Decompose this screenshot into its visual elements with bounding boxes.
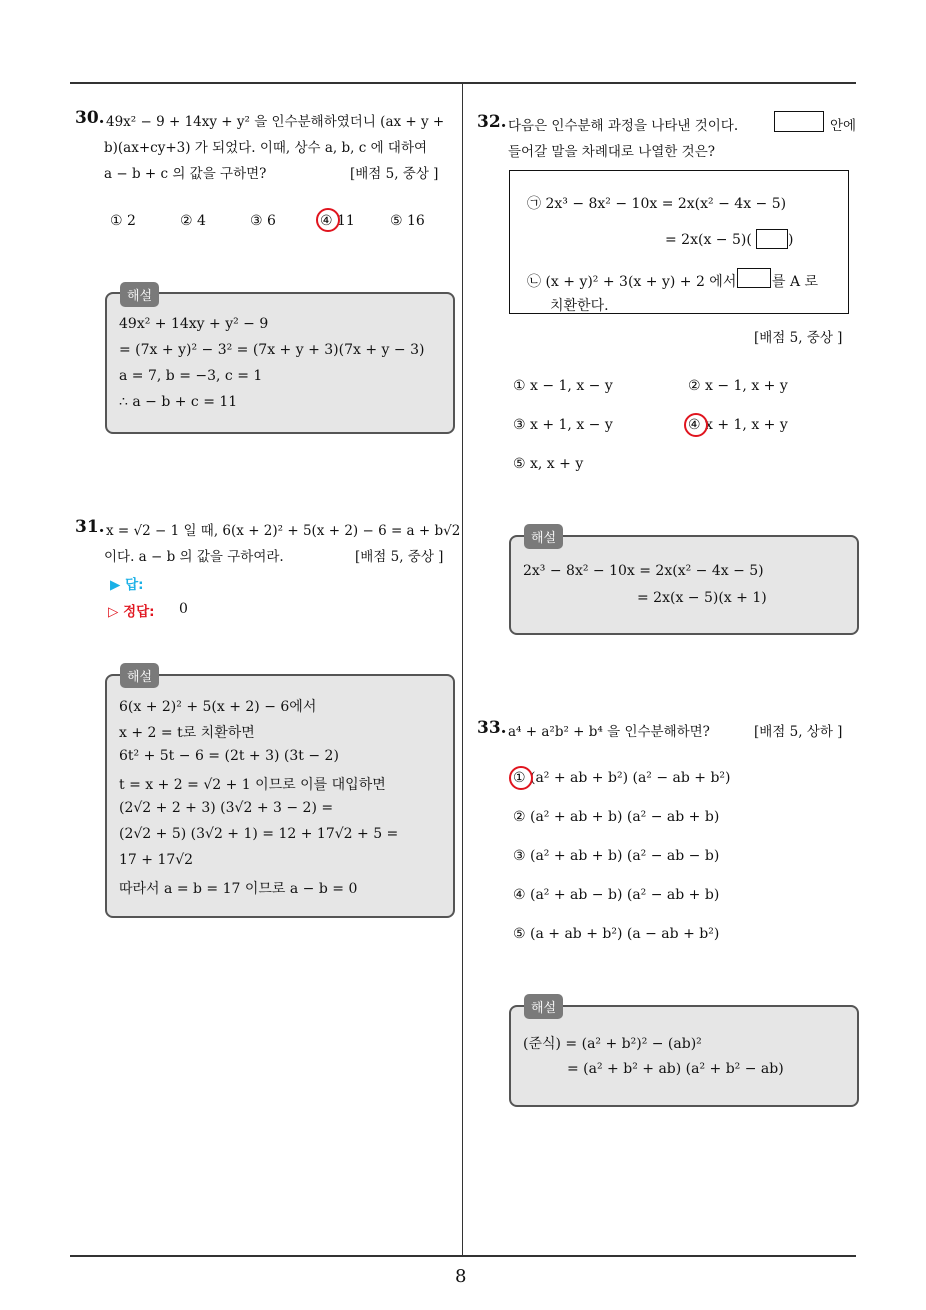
top-rule <box>70 82 856 84</box>
q31-line1: x = √2 − 1 일 때, 6(x + 2)² + 5(x + 2) − 6 = a + b√2 <box>106 523 461 539</box>
q33-line1: a⁴ + a²b² + b⁴ 을 인수분해하면? <box>508 724 710 740</box>
q32-box-blank2 <box>737 268 771 288</box>
q30-solution-tag: 해설 <box>120 282 159 307</box>
q31-number: 31. <box>75 517 105 537</box>
q33-solution-box <box>509 1005 859 1107</box>
q32-choice-4[interactable]: ④ x + 1, x + y <box>688 417 788 433</box>
q33-choice-2[interactable]: ② (a² + ab + b) (a² − ab + b) <box>513 809 720 825</box>
q31-correct-label: ▷ 정답: <box>108 604 155 620</box>
q30-choice-3[interactable]: ③ 6 <box>250 213 276 229</box>
column-divider <box>462 83 463 1255</box>
q31-sol-line7: 17 + 17√2 <box>119 852 194 868</box>
q31-correct-value: 0 <box>179 601 188 617</box>
q30-line1: 49x² − 9 + 14xy + y² 을 인수분해하였더니 (ax + y + <box>106 114 445 130</box>
q32-line1a: 다음은 인수분해 과정을 나타낸 것이다. <box>508 118 739 134</box>
q30-choice-5[interactable]: ⑤ 16 <box>390 213 425 229</box>
q32-sol-line1: 2x³ − 8x² − 10x = 2x(x² − 4x − 5) <box>523 563 764 579</box>
q32-box-line4: 치환한다. <box>550 298 609 314</box>
q30-answer-mark-icon <box>316 208 340 232</box>
q33-meta: [배점 5, 상하 ] <box>754 724 843 740</box>
q32-meta: [배점 5, 중상 ] <box>754 330 843 346</box>
q33-choice-4[interactable]: ④ (a² + ab − b) (a² − ab + b) <box>513 887 720 903</box>
q30-sol-line3: a = 7, b = −3, c = 1 <box>119 368 263 384</box>
q32-box-line2: = 2x(x − 5)( <box>665 232 752 248</box>
q32-blank-box <box>774 111 824 132</box>
q33-choice-1[interactable]: ① (a² + ab + b²) (a² − ab + b²) <box>513 770 731 786</box>
q30-sol-line2: = (7x + y)² − 3² = (7x + y + 3)(7x + y − 3) <box>119 342 425 358</box>
q33-choice-5[interactable]: ⑤ (a + ab + b²) (a − ab + b²) <box>513 926 720 942</box>
bottom-rule <box>70 1255 856 1257</box>
q31-solution-tag: 해설 <box>120 663 159 688</box>
q32-box-line1: ㉠ 2x³ − 8x² − 10x = 2x(x² − 4x − 5) <box>527 196 787 212</box>
q30-number: 30. <box>75 108 105 128</box>
q32-line2: 들어갈 말을 차례대로 나열한 것은? <box>508 144 715 160</box>
q33-answer-mark-icon <box>509 766 533 790</box>
q32-box-line3b: 를 A 로 <box>772 274 819 290</box>
q33-sol-line1: (준식) = (a² + b²)² − (ab)² <box>523 1036 702 1052</box>
q32-answer-mark-icon <box>684 413 708 437</box>
q30-line3: a − b + c 의 값을 구하면? <box>104 166 267 182</box>
q32-solution-box <box>509 535 859 635</box>
q33-solution-tag: 해설 <box>524 994 563 1019</box>
q31-meta: [배점 5, 중상 ] <box>355 549 444 565</box>
q31-sol-line6: (2√2 + 5) (3√2 + 1) = 12 + 17√2 + 5 = <box>119 826 399 842</box>
q30-sol-line1: 49x² + 14xy + y² − 9 <box>119 316 269 332</box>
q30-choice-2[interactable]: ② 4 <box>180 213 206 229</box>
q33-number: 33. <box>477 718 507 738</box>
q31-solution-box <box>105 674 455 918</box>
q31-sol-line4: t = x + 2 = √2 + 1 이므로 이를 대입하면 <box>119 777 386 793</box>
q32-sol-line2: = 2x(x − 5)(x + 1) <box>637 590 767 606</box>
q33-sol-line2: = (a² + b² + ab) (a² + b² − ab) <box>567 1061 784 1077</box>
q31-answer-label: ▶ 답: <box>110 577 144 593</box>
page-number: 8 <box>455 1266 467 1287</box>
q32-solution-tag: 해설 <box>524 524 563 549</box>
q32-choice-2[interactable]: ② x − 1, x + y <box>688 378 788 394</box>
q30-sol-line4: ∴ a − b + c = 11 <box>119 394 238 410</box>
q32-number: 32. <box>477 112 507 132</box>
q32-choice-5[interactable]: ⑤ x, x + y <box>513 456 584 472</box>
q32-choice-3[interactable]: ③ x + 1, x − y <box>513 417 613 433</box>
q30-line2: b)(ax+cy+3) 가 되었다. 이때, 상수 a, b, c 에 대하여 <box>104 140 428 156</box>
q30-choice-4[interactable]: ④ 11 <box>320 213 355 229</box>
q30-meta: [배점 5, 중상 ] <box>350 166 439 182</box>
q31-line2: 이다. a − b 의 값을 구하여라. <box>104 549 284 565</box>
q31-sol-line8: 따라서 a = b = 17 이므로 a − b = 0 <box>119 881 358 897</box>
q33-choice-3[interactable]: ③ (a² + ab + b) (a² − ab − b) <box>513 848 720 864</box>
q31-sol-line5: (2√2 + 2 + 3) (3√2 + 3 − 2) = <box>119 800 334 816</box>
q32-box-line3a: ㉡ (x + y)² + 3(x + y) + 2 에서 <box>527 274 737 290</box>
q32-choice-1[interactable]: ① x − 1, x − y <box>513 378 613 394</box>
q32-line1b: 안에 <box>830 118 857 134</box>
q30-solution-box <box>105 292 455 434</box>
q31-sol-line2: x + 2 = t로 치환하면 <box>119 725 255 741</box>
q30-choice-1[interactable]: ① 2 <box>110 213 136 229</box>
q31-sol-line1: 6(x + 2)² + 5(x + 2) − 6에서 <box>119 699 317 715</box>
q32-box-blank1 <box>756 229 788 249</box>
q32-box-line2-close: ) <box>788 232 794 248</box>
q31-sol-line3: 6t² + 5t − 6 = (2t + 3) (3t − 2) <box>119 748 339 764</box>
